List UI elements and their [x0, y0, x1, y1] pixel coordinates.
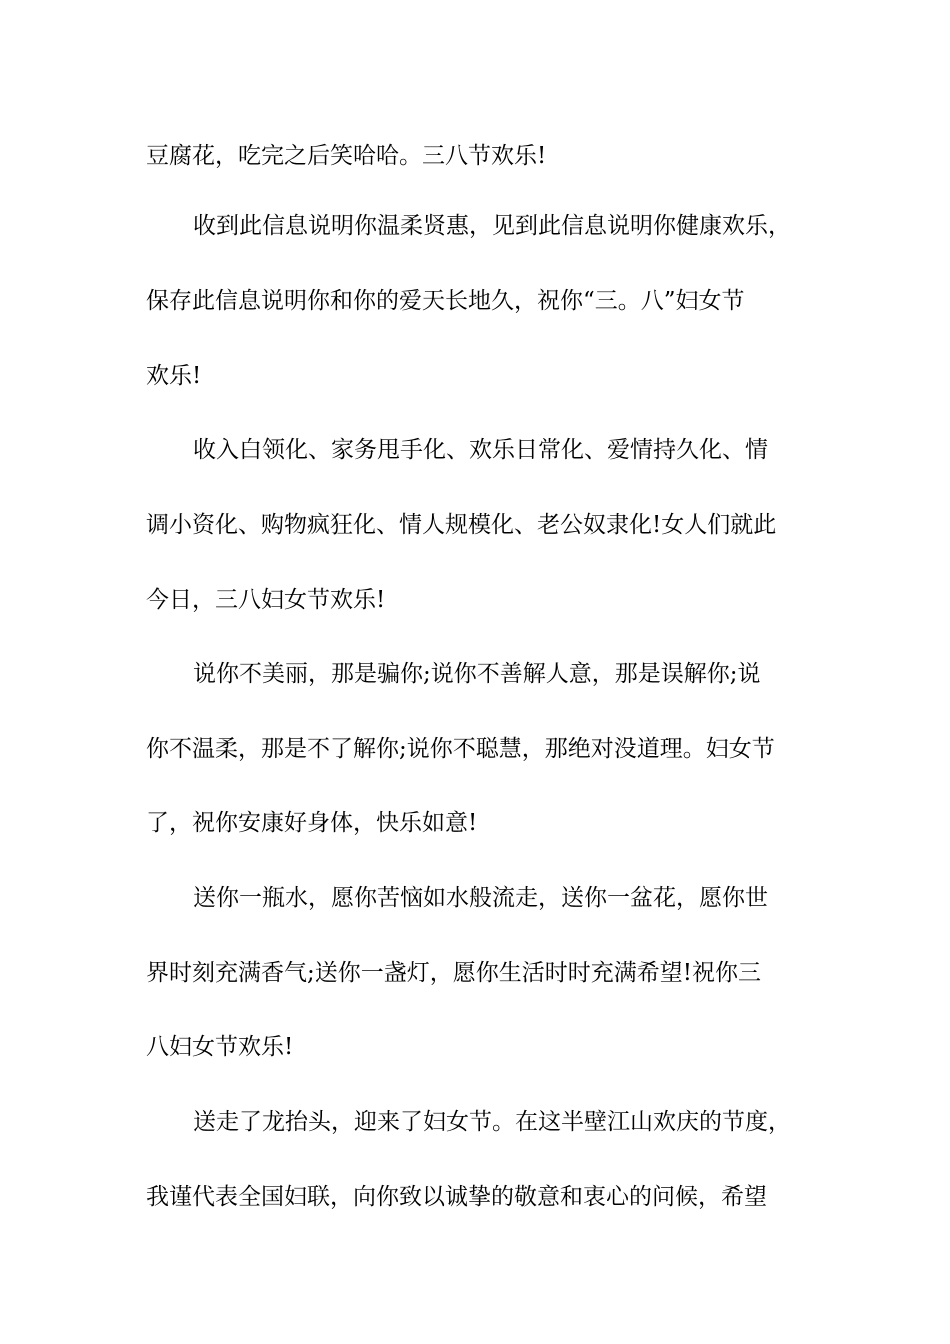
text-line: 送你一瓶水，愿你苦恼如水般流走，送你一盆花，愿你世: [193, 885, 768, 911]
text-line: 八妇女节欢乐!: [146, 1034, 294, 1060]
text-line: 调小资化、购物疯狂化、情人规模化、老公奴隶化!女人们就此: [146, 512, 777, 538]
text-line: 欢乐!: [146, 363, 202, 389]
text-line: 今日，三八妇女节欢乐!: [146, 587, 386, 613]
text-line: 界时刻充满香气;送你一盏灯，愿你生活时时充满希望!祝你三: [146, 960, 761, 986]
text-line: 豆腐花，吃完之后笑哈哈。三八节欢乐!: [146, 143, 547, 169]
text-line: 说你不美丽，那是骗你;说你不善解人意，那是误解你;说: [193, 661, 761, 687]
text-line: 保存此信息说明你和你的爱天长地久，祝你“三。八”妇女节: [146, 288, 745, 314]
text-line: 我谨代表全国妇联，向你致以诚挚的敬意和衷心的问候，希望: [146, 1184, 767, 1210]
text-line: 收到此信息说明你温柔贤惠，见到此信息说明你健康欢乐，: [193, 213, 791, 239]
text-line: 你不温柔，那是不了解你;说你不聪慧，那绝对没道理。妇女节: [146, 736, 775, 762]
text-line: 送走了龙抬头，迎来了妇女节。在这半壁江山欢庆的节度，: [193, 1109, 791, 1135]
text-line: 了，祝你安康好身体，快乐如意!: [146, 810, 478, 836]
text-line: 收入白领化、家务甩手化、欢乐日常化、爱情持久化、情: [193, 437, 768, 463]
